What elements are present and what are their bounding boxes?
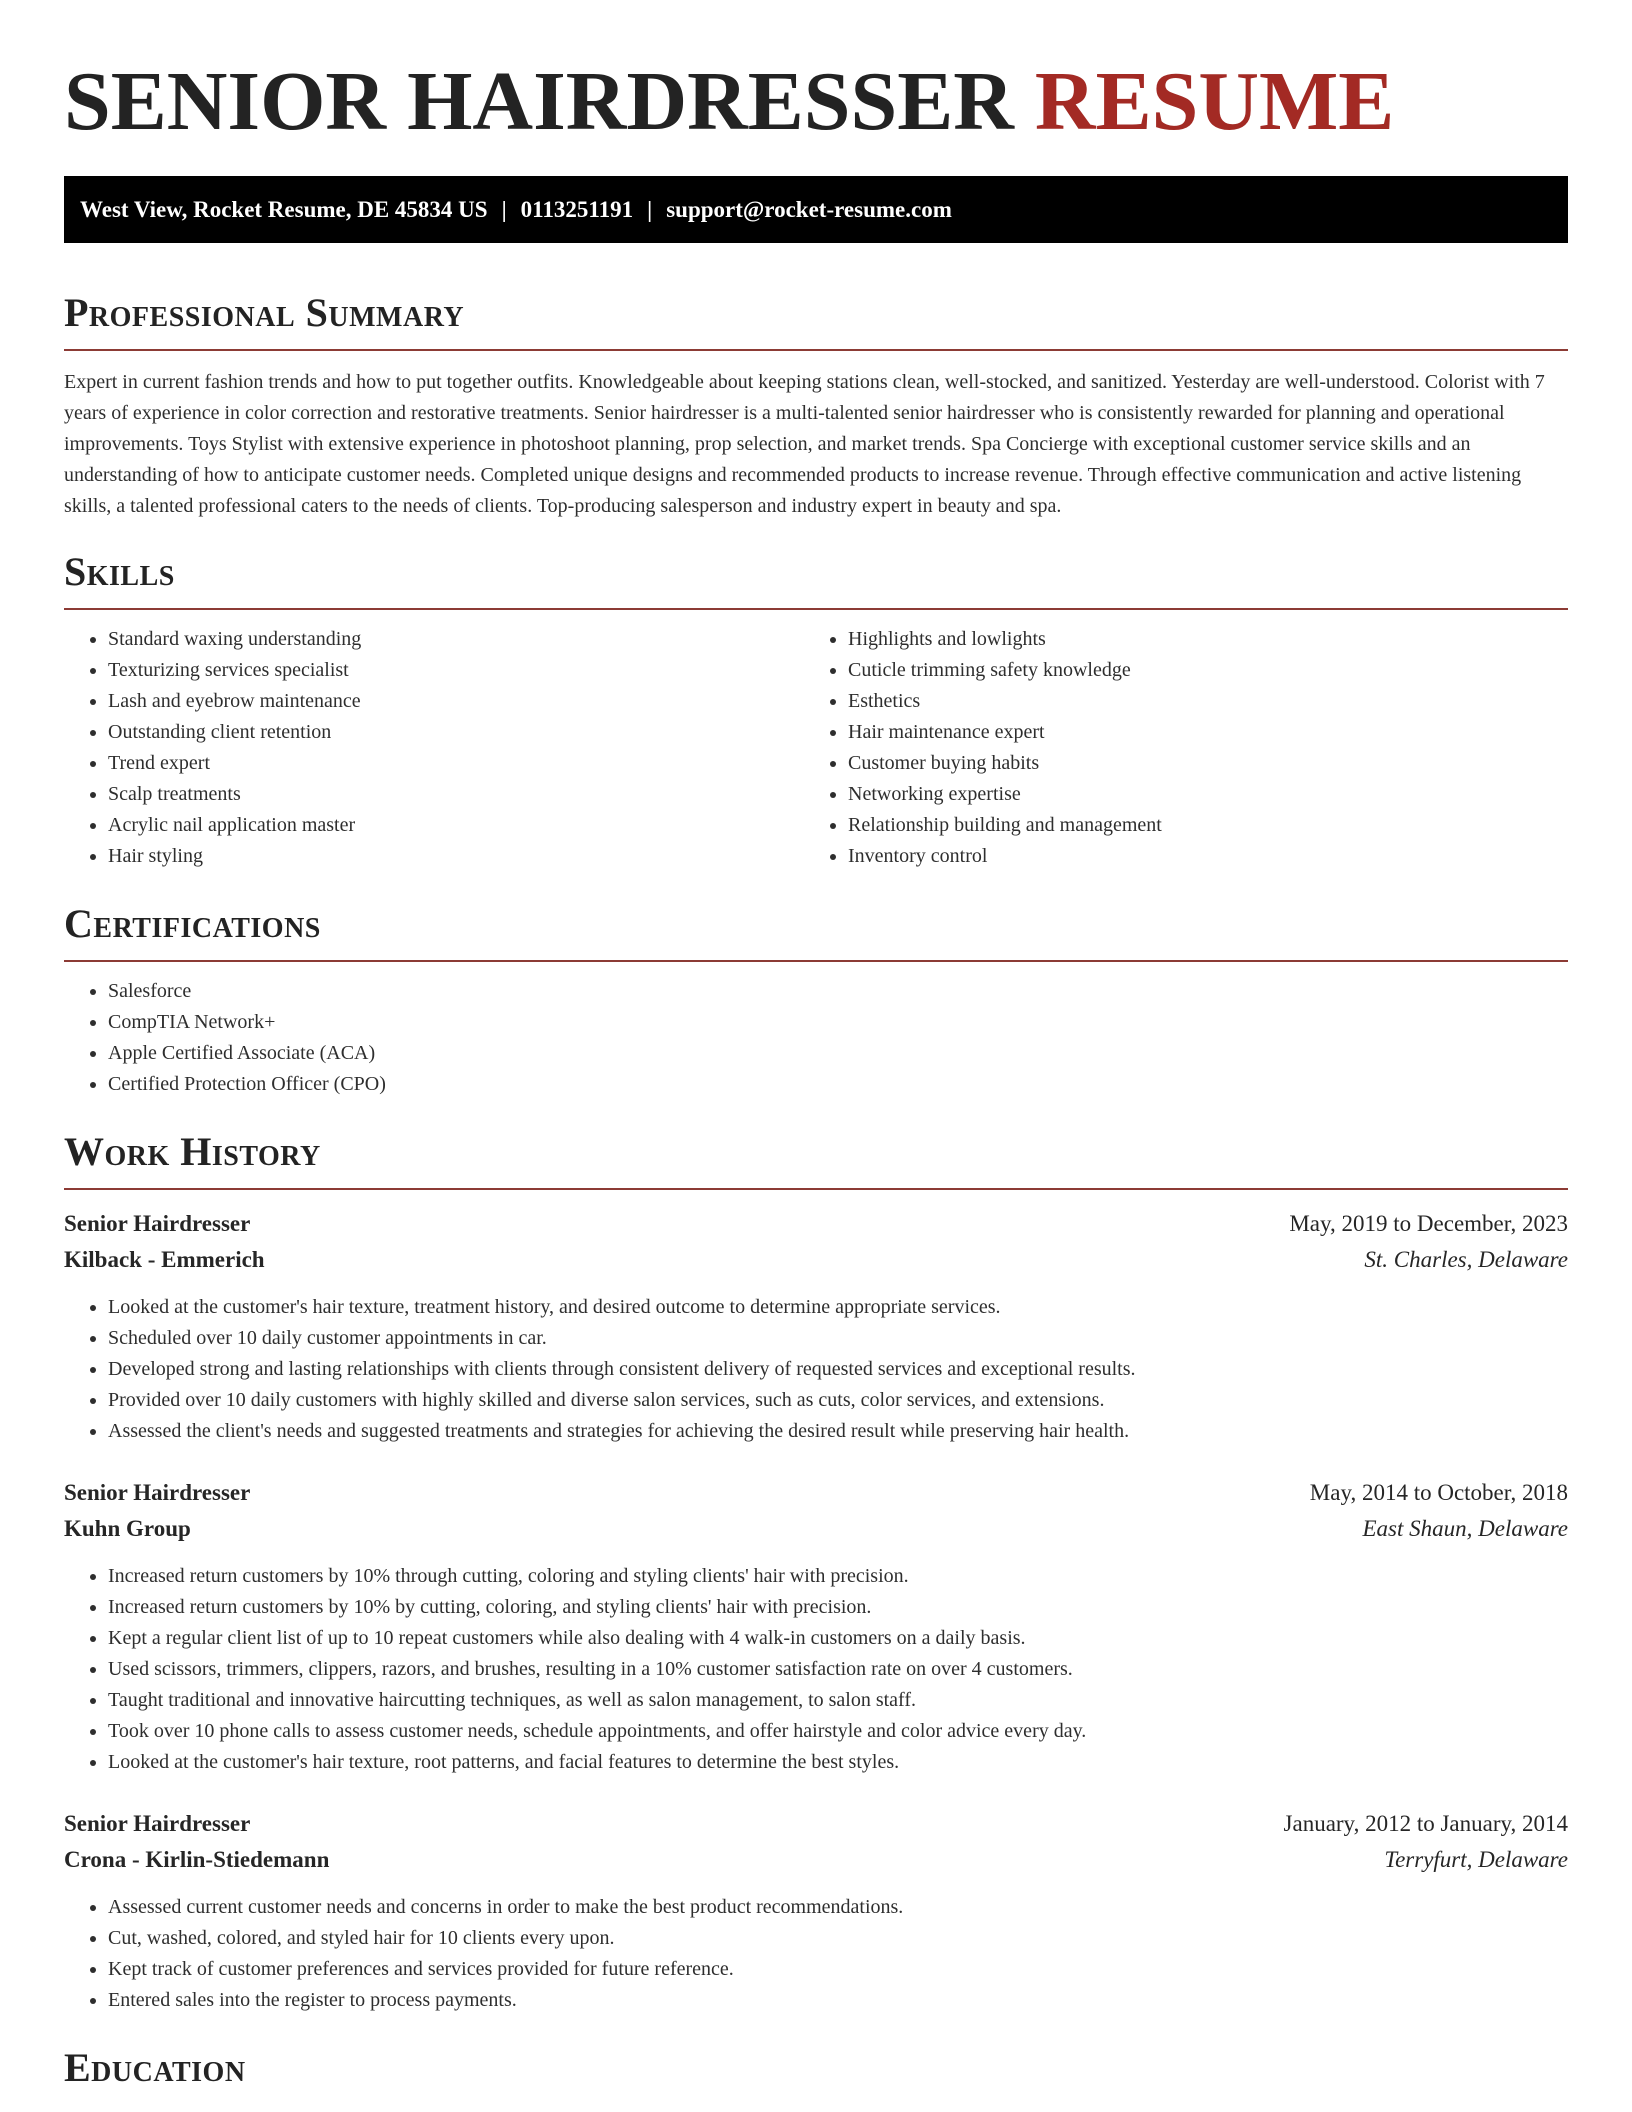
job-duties (64, 1292, 1568, 1447)
skill-item: • Lash and eyebrow maintenance (108, 686, 804, 717)
job-title: Senior Hairdresser (64, 1811, 251, 1836)
education-section (64, 2042, 1568, 2094)
job-duty: • Looked at the customer's hair texture, root patterns, and facial features to determine the best styles. (108, 1747, 1568, 1778)
contact-separator: | (647, 197, 653, 222)
job-dates: May, 2019 to December, 2023 (1289, 1211, 1568, 1236)
certifications-section (64, 898, 1568, 1100)
job-duty: • Used scissors, trimmers, clippers, razors, and brushes, resulting in a 10% customer satisfaction rate on over 4 customers. (108, 1654, 1568, 1685)
job-duty: • Developed strong and lasting relationships with clients through consistent delivery of requested services and exceptional results. (108, 1354, 1568, 1385)
education-heading: Education (64, 2045, 246, 2090)
certifications-heading: Certifications (64, 901, 321, 946)
job-entry (64, 1806, 1568, 2016)
skill-item: • Inventory control (848, 841, 1544, 872)
section-divider (64, 349, 1568, 351)
job-header-row (64, 1206, 1568, 1242)
skill-item: • Highlights and lowlights (848, 624, 1544, 655)
job-duty: • Taught traditional and innovative haircutting techniques, as well as salon management, to salon staff. (108, 1685, 1568, 1716)
skill-item: • Hair styling (108, 841, 804, 872)
skill-item: • Esthetics (848, 686, 1544, 717)
work-history-heading: Work History (64, 1129, 321, 1174)
skills-list-right (804, 624, 1544, 872)
job-location: Terryfurt, Delaware (1384, 1847, 1568, 1872)
job-duty: • Assessed current customer needs and concerns in order to make the best product recommendations. (108, 1892, 1568, 1923)
skill-item: • Outstanding client retention (108, 717, 804, 748)
contact-address: West View, Rocket Resume, DE 45834 US (80, 197, 488, 222)
job-company-row (64, 1242, 1568, 1278)
contact-bar (64, 176, 1568, 243)
skill-item: • Customer buying habits (848, 748, 1544, 779)
skill-item: • Relationship building and management (848, 810, 1544, 841)
certification-item: • Certified Protection Officer (CPO) (108, 1069, 1568, 1100)
skill-item: • Standard waxing understanding (108, 624, 804, 655)
job-company: Kilback - Emmerich (64, 1247, 265, 1272)
summary-text: Expert in current fashion trends and how to put together outfits. Knowledgeable about keeping stations clean, well-stocked, and sanitized. Yesterday are well-understood. Colorist with 7 years of experience in color correction and restorative treatments. Senior hairdresser is a multi-talented senior hairdresser who is consistently rewarded for planning and operational improvements. Toys Stylist with extensive experience in photoshoot planning, prop selection, and market trends. Spa Concierge with exceptional customer service skills and an understanding of how to anticipate customer needs. Completed unique designs and recommended products to increase revenue. Through effective communication and active listening skills, a talented professional caters to the needs of clients. Top-producing salesperson and industry expert in beauty and spa. (64, 371, 1545, 517)
skill-item: • Cuticle trimming safety knowledge (848, 655, 1544, 686)
job-duties (64, 1892, 1568, 2016)
job-duty: • Provided over 10 daily customers with highly skilled and diverse salon services, such as cuts, color services, and extensions. (108, 1385, 1568, 1416)
certification-item: • Apple Certified Associate (ACA) (108, 1038, 1568, 1069)
certification-item: • Salesforce (108, 976, 1568, 1007)
skills-section (64, 546, 1568, 872)
job-duty: • Entered sales into the register to process payments. (108, 1985, 1568, 2016)
job-title: Senior Hairdresser (64, 1211, 251, 1236)
summary-heading: Professional Summary (64, 290, 465, 335)
job-duty: • Assessed the client's needs and suggested treatments and strategies for achieving the desired result while preserving hair health. (108, 1416, 1568, 1447)
job-location: St. Charles, Delaware (1364, 1247, 1568, 1272)
skills-list-left (64, 624, 804, 872)
skills-heading: Skills (64, 549, 175, 594)
job-duty: • Looked at the customer's hair texture, treatment history, and desired outcome to determine appropriate services. (108, 1292, 1568, 1323)
work-history-section (64, 1126, 1568, 2016)
certification-item: • CompTIA Network+ (108, 1007, 1568, 1038)
job-header-row (64, 1806, 1568, 1842)
resume-title (64, 0, 1568, 152)
section-divider (64, 960, 1568, 962)
summary-section (64, 287, 1568, 522)
job-duty: • Kept track of customer preferences and services provided for future reference. (108, 1954, 1568, 1985)
skill-item: • Texturizing services specialist (108, 655, 804, 686)
skill-item: • Acrylic nail application master (108, 810, 804, 841)
job-company: Kuhn Group (64, 1516, 191, 1541)
contact-email: support@rocket-resume.com (666, 197, 952, 222)
skill-item: • Scalp treatments (108, 779, 804, 810)
resume-page (64, 0, 1568, 2094)
job-title: Senior Hairdresser (64, 1480, 251, 1505)
job-duty: • Cut, washed, colored, and styled hair for 10 clients every upon. (108, 1923, 1568, 1954)
job-duty: • Scheduled over 10 daily customer appointments in car. (108, 1323, 1568, 1354)
job-location: East Shaun, Delaware (1362, 1516, 1568, 1541)
job-duty: • Increased return customers by 10% by cutting, coloring, and styling clients' hair with precision. (108, 1592, 1568, 1623)
job-company: Crona - Kirlin-Stiedemann (64, 1847, 330, 1872)
title-main: SENIOR HAIRDRESSER (64, 55, 1014, 148)
skill-item: • Hair maintenance expert (848, 717, 1544, 748)
job-header-row (64, 1475, 1568, 1511)
job-entry (64, 1475, 1568, 1778)
job-company-row (64, 1511, 1568, 1547)
contact-separator: | (501, 197, 507, 222)
job-entry (64, 1206, 1568, 1447)
job-duties (64, 1561, 1568, 1778)
skill-item: • Networking expertise (848, 779, 1544, 810)
job-dates: January, 2012 to January, 2014 (1283, 1811, 1568, 1836)
certifications-list (64, 976, 1568, 1100)
job-duty: • Kept a regular client list of up to 10 repeat customers while also dealing with 4 walk-in customers on a daily basis. (108, 1623, 1568, 1654)
job-duty: • Increased return customers by 10% through cutting, coloring and styling clients' hair with precision. (108, 1561, 1568, 1592)
title-accent: RESUME (1034, 55, 1395, 148)
skill-item: • Trend expert (108, 748, 804, 779)
section-divider (64, 1188, 1568, 1190)
job-dates: May, 2014 to October, 2018 (1309, 1480, 1568, 1505)
job-company-row (64, 1842, 1568, 1878)
job-duty: • Took over 10 phone calls to assess customer needs, schedule appointments, and offer hairstyle and color advice every day. (108, 1716, 1568, 1747)
contact-phone: 0113251191 (520, 197, 634, 222)
skills-columns (64, 610, 1568, 872)
